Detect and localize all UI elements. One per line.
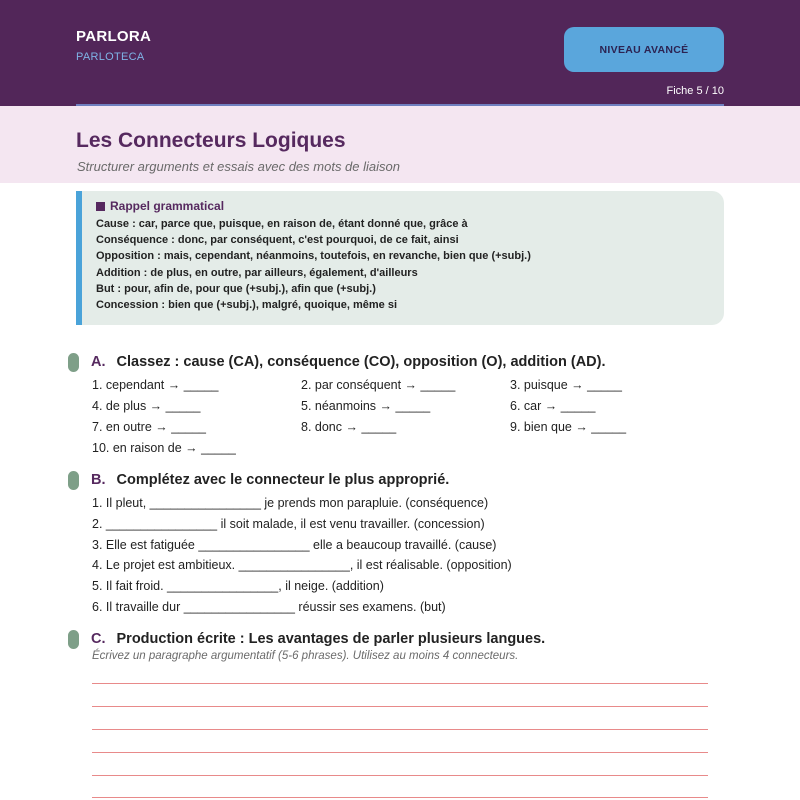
level-badge: NIVEAU AVANCÉ <box>564 27 724 72</box>
classify-item[interactable]: 2. par conséquent → _____ <box>301 378 456 392</box>
reminder-heading <box>96 198 724 214</box>
reminder-line-consequence: Conséquence : donc, par conséquent, c'est pourquoi, de ce fait, ainsi <box>96 234 459 247</box>
classify-item[interactable]: 10. en raison de → _____ <box>92 441 236 455</box>
section-c-letter: C. <box>91 631 106 647</box>
section-pill-icon <box>68 353 79 372</box>
section-c-heading <box>68 629 545 649</box>
classify-item[interactable]: 8. donc → _____ <box>301 420 397 434</box>
section-c-title: Production écrite : Les avantages de parler plusieurs langues. <box>116 631 546 647</box>
section-b-letter: B. <box>91 472 106 488</box>
reminder-line-concession: Concession : bien que (+subj.), malgré, quoique, même si <box>96 299 398 312</box>
writing-line[interactable] <box>92 752 708 753</box>
writing-line[interactable] <box>92 683 708 684</box>
reminder-line-opposition: Opposition : mais, cependant, néanmoins, toutefois, en revanche, bien que (+subj.) <box>96 250 531 263</box>
page-title: Les Connecteurs Logiques <box>76 129 346 152</box>
section-b-title: Complétez avec le connecteur le plus approprié. <box>116 472 450 488</box>
reminder-line-addition: Addition : de plus, en outre, par ailleurs, également, d'ailleurs <box>96 266 418 279</box>
writing-line[interactable] <box>92 706 708 707</box>
classify-item[interactable]: 4. de plus → _____ <box>92 399 201 413</box>
section-a-heading <box>68 352 606 372</box>
section-b-heading <box>68 470 449 490</box>
reminder-heading-label: Rappel grammatical <box>110 199 225 213</box>
fill-in-item[interactable]: 5. Il fait froid. ________________, il neige. (addition) <box>92 579 384 593</box>
sheet-number: Fiche 5 / 10 <box>666 85 724 97</box>
classify-item[interactable]: 9. bien que → _____ <box>510 420 627 434</box>
brand-name: PARLORA <box>76 28 152 45</box>
classify-item[interactable]: 7. en outre → _____ <box>92 420 206 434</box>
fill-in-item[interactable]: 2. ________________ il soit malade, il est venu travailler. (concession) <box>92 517 485 531</box>
fill-in-item[interactable]: 3. Elle est fatiguée ________________ elle a beaucoup travaillé. (cause) <box>92 538 497 552</box>
writing-line[interactable] <box>92 775 708 776</box>
section-pill-icon <box>68 630 79 649</box>
fill-in-item[interactable]: 6. Il travaille dur ________________ réussir ses examens. (but) <box>92 600 446 614</box>
reminder-line-goal: But : pour, afin de, pour que (+subj.), afin que (+subj.) <box>96 282 376 295</box>
classify-item[interactable]: 5. néanmoins → _____ <box>301 399 431 413</box>
brand-subtitle: PARLOTECA <box>76 51 145 63</box>
square-bullet-icon <box>96 202 105 211</box>
page-subtitle: Structurer arguments et essais avec des mots de liaison <box>77 159 400 174</box>
classify-item[interactable]: 6. car → _____ <box>510 399 596 413</box>
grammar-reminder-box <box>76 191 724 325</box>
reminder-line-cause: Cause : car, parce que, puisque, en raison de, étant donné que, grâce à <box>96 218 468 230</box>
classify-item[interactable]: 3. puisque → _____ <box>510 378 622 392</box>
classify-item[interactable]: 1. cependant → _____ <box>92 378 219 392</box>
section-a-title: Classez : cause (CA), conséquence (CO), opposition (O), addition (AD). <box>116 354 606 370</box>
writing-line[interactable] <box>92 797 708 798</box>
fill-in-item[interactable]: 4. Le projet est ambitieux. ________________, il est réalisable. (opposition) <box>92 558 512 572</box>
fill-in-item[interactable]: 1. Il pleut, ________________ je prends mon parapluie. (conséquence) <box>92 496 489 510</box>
section-a-letter: A. <box>91 354 106 370</box>
writing-instruction: Écrivez un paragraphe argumentatif (5-6 phrases). Utilisez au moins 4 connecteurs. <box>92 650 519 662</box>
section-pill-icon <box>68 471 79 490</box>
writing-line[interactable] <box>92 729 708 730</box>
